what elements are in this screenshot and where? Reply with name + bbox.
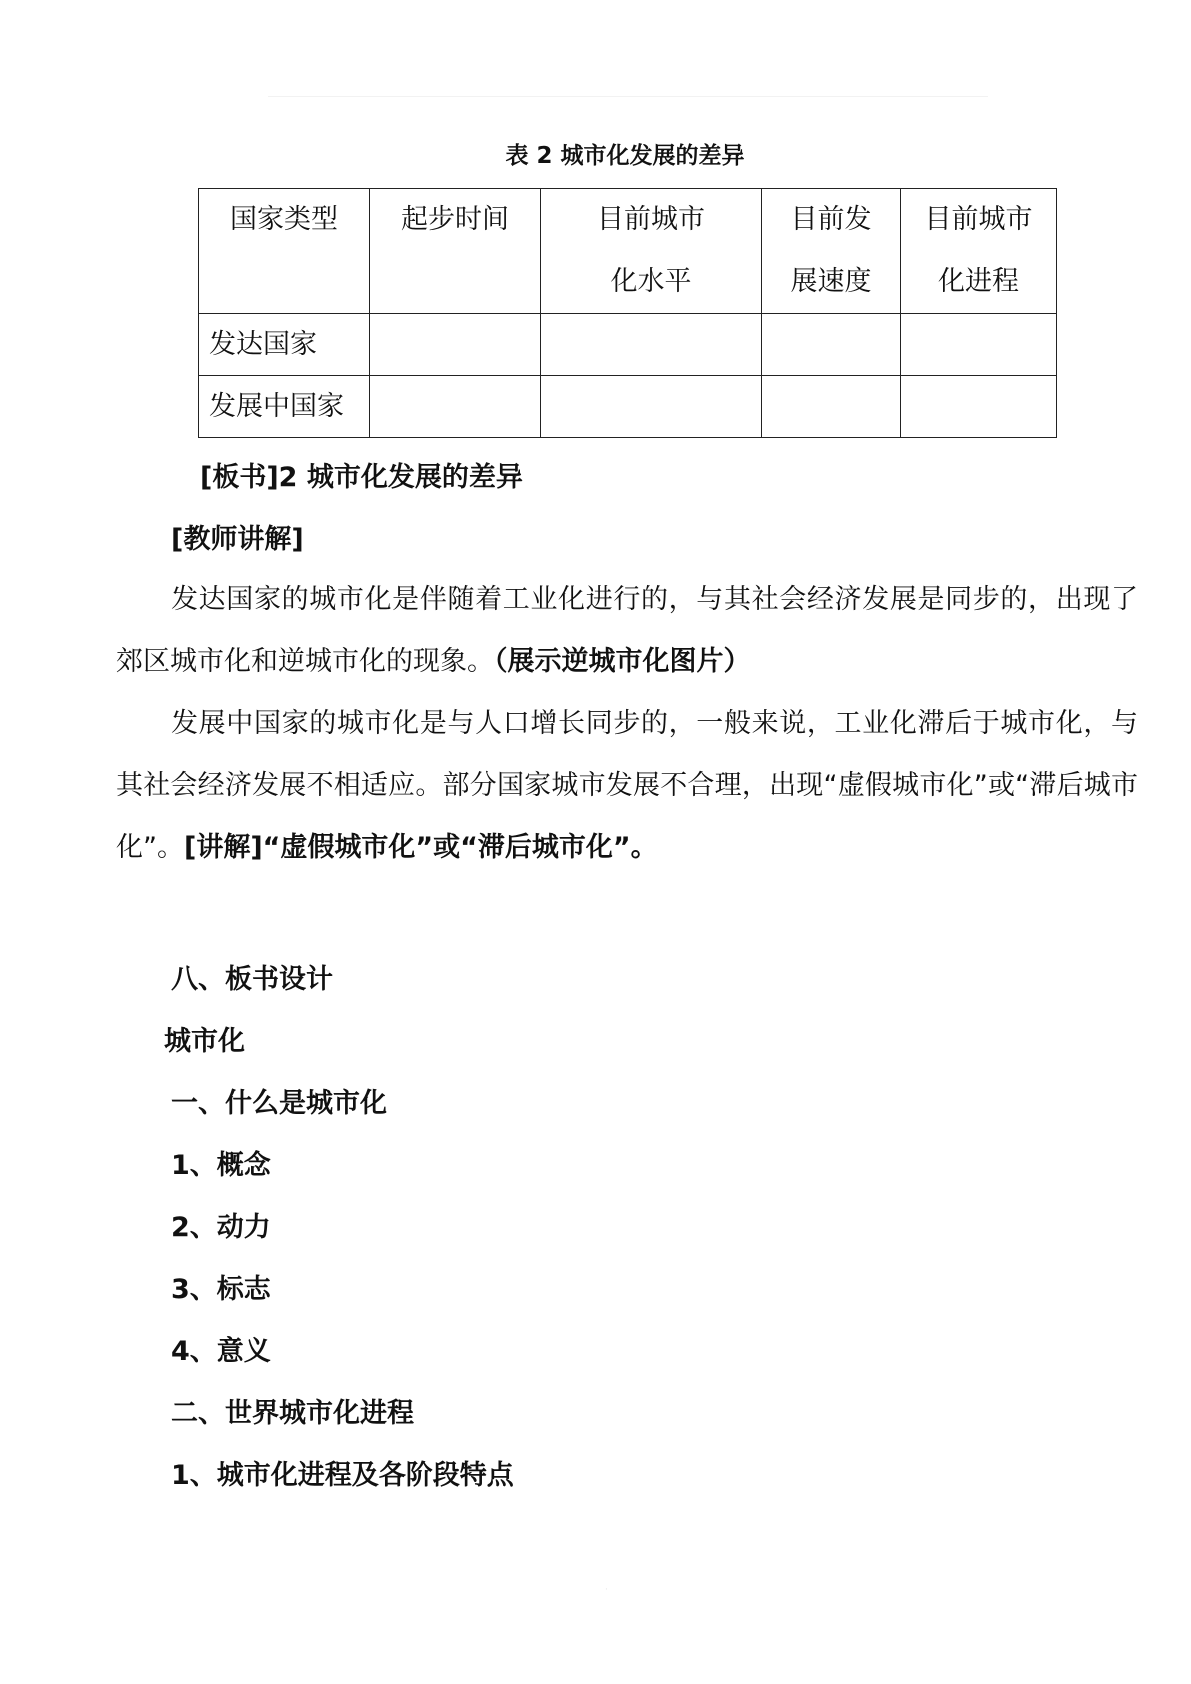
outline-item: 1、概念	[171, 1150, 271, 1181]
paragraph-developed-countries: 发达国家的城市化是伴随着工业化进行的，与其社会经济发展是同步的，出现了郊区城市化和逆城市化的现象。（展示逆城市化图片）	[116, 584, 1138, 677]
table-cell	[370, 376, 541, 438]
table-cell	[762, 314, 901, 376]
page-footer-mark: ·	[605, 1585, 608, 1595]
table-row	[199, 314, 1057, 376]
urbanization-difference-table	[198, 188, 1057, 438]
outline-item: 4、意义	[171, 1336, 271, 1367]
table-cell	[762, 376, 901, 438]
table-cell	[901, 376, 1057, 438]
header-cell-start-time: 起步时间	[370, 189, 541, 314]
table-row	[199, 376, 1057, 438]
table-cell	[370, 314, 541, 376]
outline-item: 3、标志	[171, 1274, 271, 1305]
header-cell-development-speed: 目前发 展速度	[762, 189, 901, 314]
paragraph-emphasis: [讲解]“虚假城市化”或“滞后城市化”。	[184, 832, 658, 863]
table-cell: 发展中国家	[199, 376, 370, 438]
outline-title: 城市化	[164, 1026, 245, 1057]
table-header-row	[199, 189, 1057, 314]
table-caption: 表 2 城市化发展的差异	[505, 143, 745, 169]
paragraph-emphasis: （展示逆城市化图片）	[494, 646, 751, 677]
header-cell-urbanization-level: 目前城市 化水平	[541, 189, 762, 314]
table-cell	[541, 376, 762, 438]
header-cell-country-type: 国家类型	[199, 189, 370, 314]
table-cell	[541, 314, 762, 376]
outline-item: 二、世界城市化进程	[171, 1398, 414, 1429]
table-cell	[901, 314, 1057, 376]
header-cell-urbanization-process: 目前城市 化进程	[901, 189, 1057, 314]
paragraph-developing-countries: 发展中国家的城市化是与人口增长同步的，一般来说，工业化滞后于城市化，与其社会经济发展不相适应。部分国家城市发展不合理，出现“虚假城市化”或“滞后城市化”。[讲解]“虚假城市化”或“滞后城市化”。	[116, 708, 1138, 863]
outline-item: 2、动力	[171, 1212, 271, 1243]
teacher-explanation-heading: [教师讲解]	[171, 524, 304, 555]
page-header-rule	[268, 96, 988, 97]
outline-heading: 八、板书设计	[171, 964, 333, 995]
outline-item: 1、城市化进程及各阶段特点	[171, 1460, 514, 1491]
board-heading: [板书]2 城市化发展的差异	[200, 462, 523, 493]
outline-item: 一、什么是城市化	[171, 1088, 387, 1119]
table-cell: 发达国家	[199, 314, 370, 376]
